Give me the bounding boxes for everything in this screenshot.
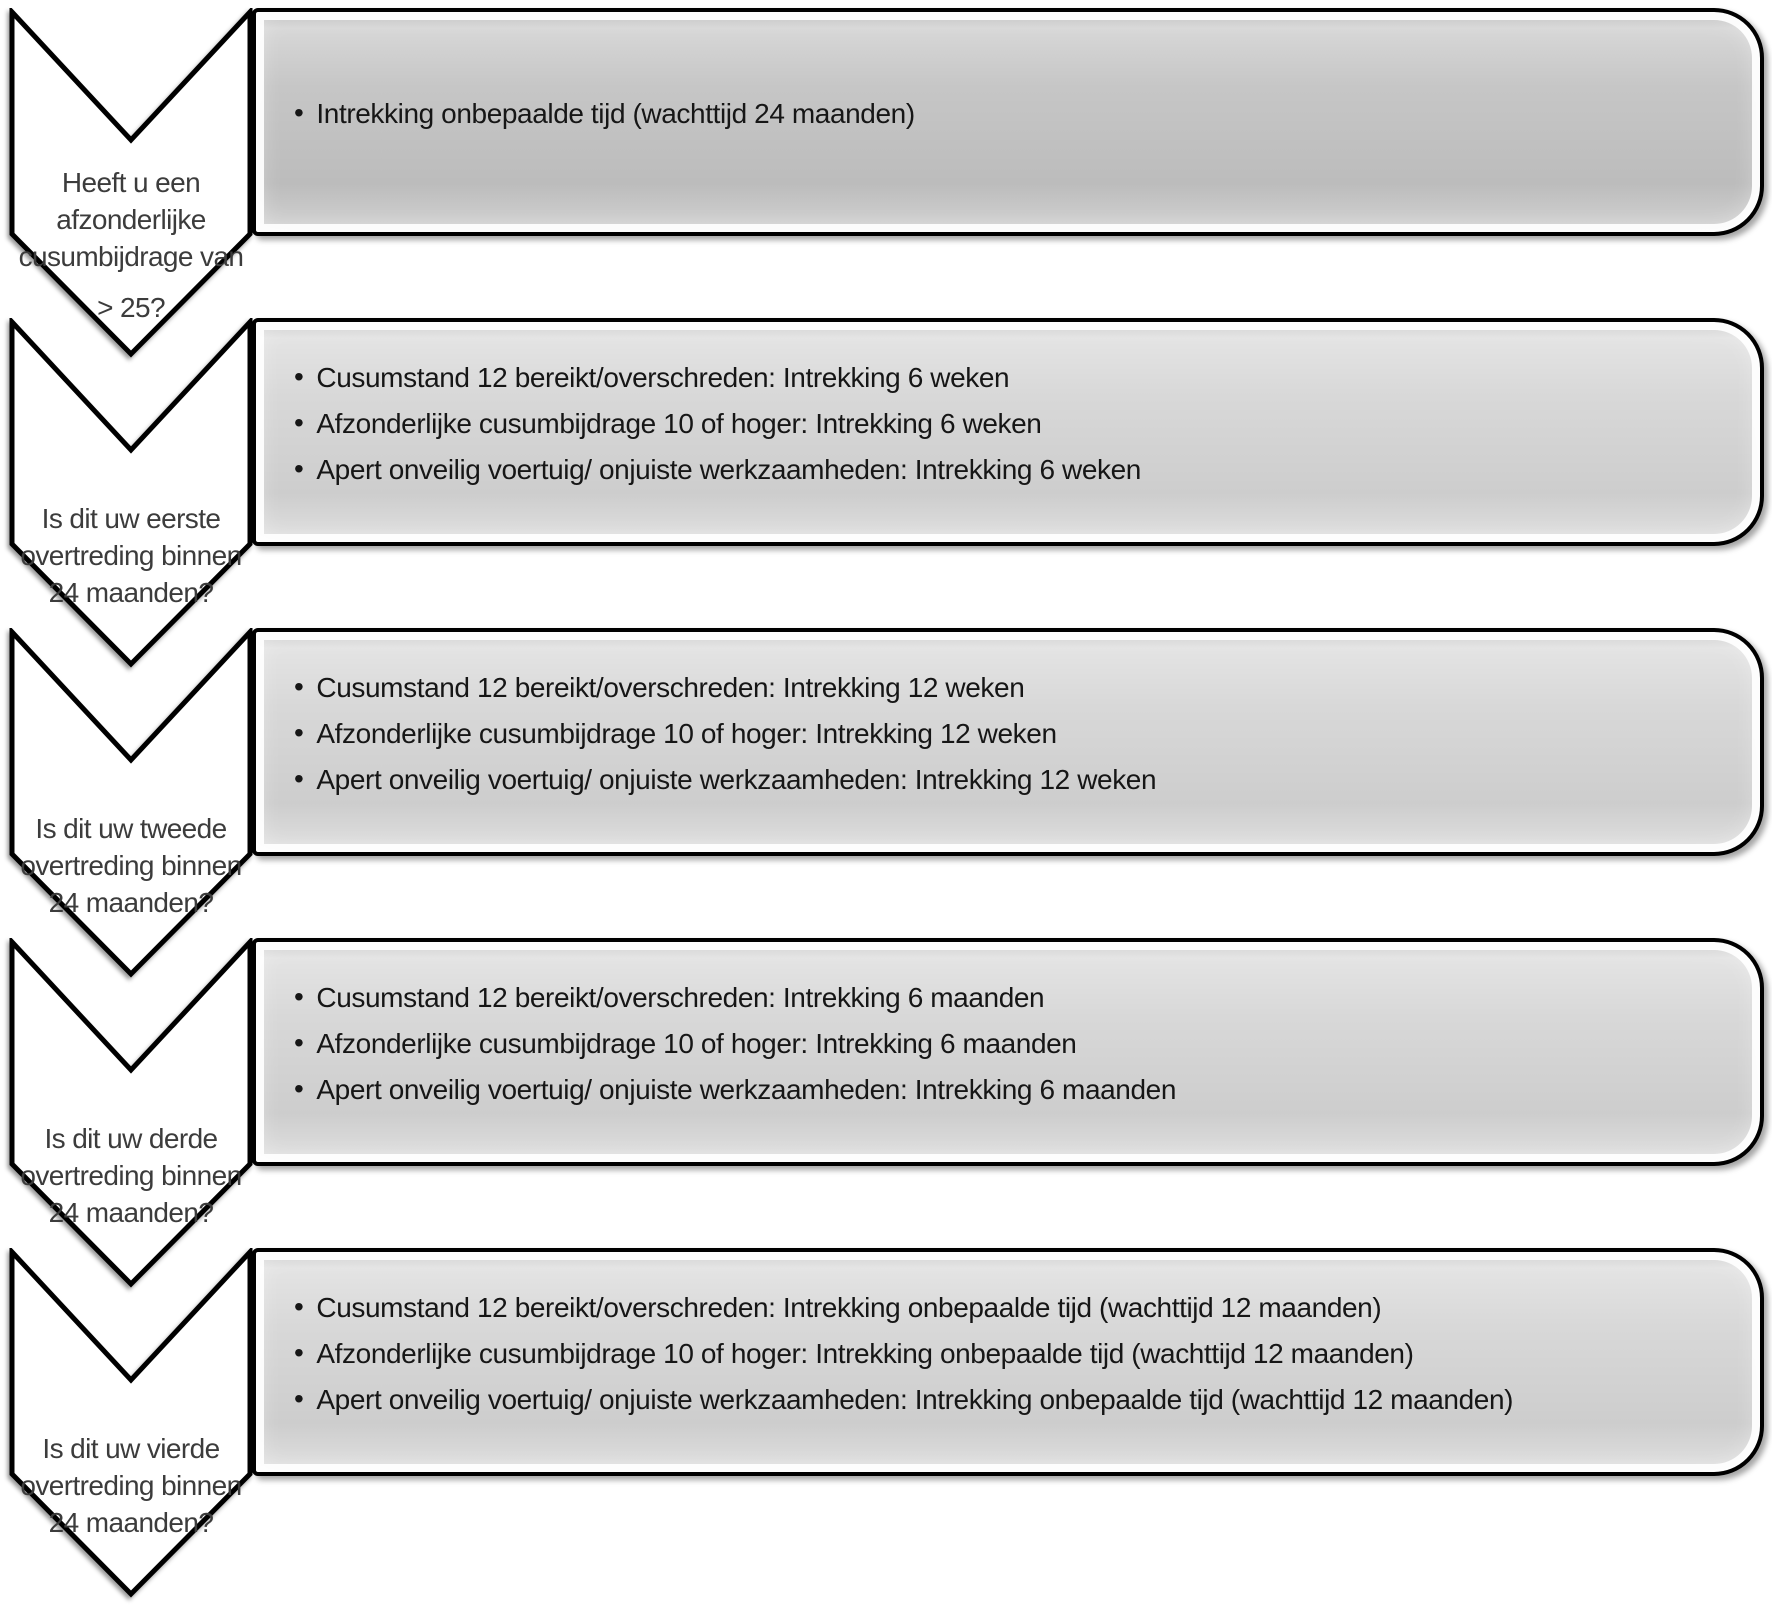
question-label bbox=[11, 756, 251, 974]
result-item: • Afzonderlijke cusumbijdrage 10 of hoger: Intrekking 6 maanden bbox=[294, 1021, 1730, 1067]
question-label bbox=[11, 1066, 251, 1284]
result-list bbox=[256, 91, 1760, 137]
result-box bbox=[252, 318, 1764, 546]
flow-section bbox=[0, 8, 1772, 358]
result-item: • Apert onveilig voertuig/ onjuiste werkzaamheden: Intrekking 6 weken bbox=[294, 447, 1730, 493]
question-chevron bbox=[8, 938, 254, 1288]
question-chevron bbox=[8, 1248, 254, 1598]
result-list bbox=[256, 1285, 1760, 1423]
flow-section bbox=[0, 318, 1772, 668]
result-box bbox=[252, 938, 1764, 1166]
result-item: • Cusumstand 12 bereikt/overschreden: Intrekking 12 weken bbox=[294, 665, 1730, 711]
result-box bbox=[252, 628, 1764, 856]
result-item: • Apert onveilig voertuig/ onjuiste werkzaamheden: Intrekking 12 weken bbox=[294, 757, 1730, 803]
question-chevron bbox=[8, 318, 254, 668]
result-item: • Apert onveilig voertuig/ onjuiste werkzaamheden: Intrekking onbepaalde tijd (wachttijd 12 maanden) bbox=[294, 1377, 1730, 1423]
question-chevron bbox=[8, 8, 254, 358]
question-label bbox=[11, 446, 251, 664]
result-item: • Afzonderlijke cusumbijdrage 10 of hoger: Intrekking 6 weken bbox=[294, 401, 1730, 447]
result-item: • Intrekking onbepaalde tijd (wachttijd 24 maanden) bbox=[294, 91, 1730, 137]
result-item: • Cusumstand 12 bereikt/overschreden: Intrekking onbepaalde tijd (wachttijd 12 maanden) bbox=[294, 1285, 1730, 1331]
result-item: • Afzonderlijke cusumbijdrage 10 of hoger: Intrekking onbepaalde tijd (wachttijd 12 maanden) bbox=[294, 1331, 1730, 1377]
question-label bbox=[11, 1376, 251, 1594]
question-text: Is dit uw tweede overtreding binnen 24 maanden? bbox=[20, 812, 242, 918]
result-item: • Afzonderlijke cusumbijdrage 10 of hoger: Intrekking 12 weken bbox=[294, 711, 1730, 757]
question-text: Is dit uw eerste overtreding binnen 24 maanden? bbox=[20, 502, 242, 608]
question-chevron bbox=[8, 628, 254, 978]
result-box bbox=[252, 1248, 1764, 1476]
result-list bbox=[256, 975, 1760, 1113]
result-item: • Apert onveilig voertuig/ onjuiste werkzaamheden: Intrekking 6 maanden bbox=[294, 1067, 1730, 1113]
result-item: • Cusumstand 12 bereikt/overschreden: Intrekking 6 weken bbox=[294, 355, 1730, 401]
result-list bbox=[256, 355, 1760, 493]
result-item: • Cusumstand 12 bereikt/overschreden: Intrekking 6 maanden bbox=[294, 975, 1730, 1021]
question-subtext: > 25? bbox=[97, 292, 165, 323]
question-text: Is dit uw derde overtreding binnen 24 maanden? bbox=[20, 1122, 242, 1228]
result-list bbox=[256, 665, 1760, 803]
question-text: Is dit uw vierde overtreding binnen 24 maanden? bbox=[20, 1432, 242, 1538]
question-label bbox=[11, 136, 251, 354]
flow-section bbox=[0, 938, 1772, 1288]
flow-section bbox=[0, 1248, 1772, 1598]
result-box bbox=[252, 8, 1764, 236]
question-text: Heeft u een afzonderlijke cusumbijdrage van bbox=[18, 167, 244, 272]
flow-section bbox=[0, 628, 1772, 978]
